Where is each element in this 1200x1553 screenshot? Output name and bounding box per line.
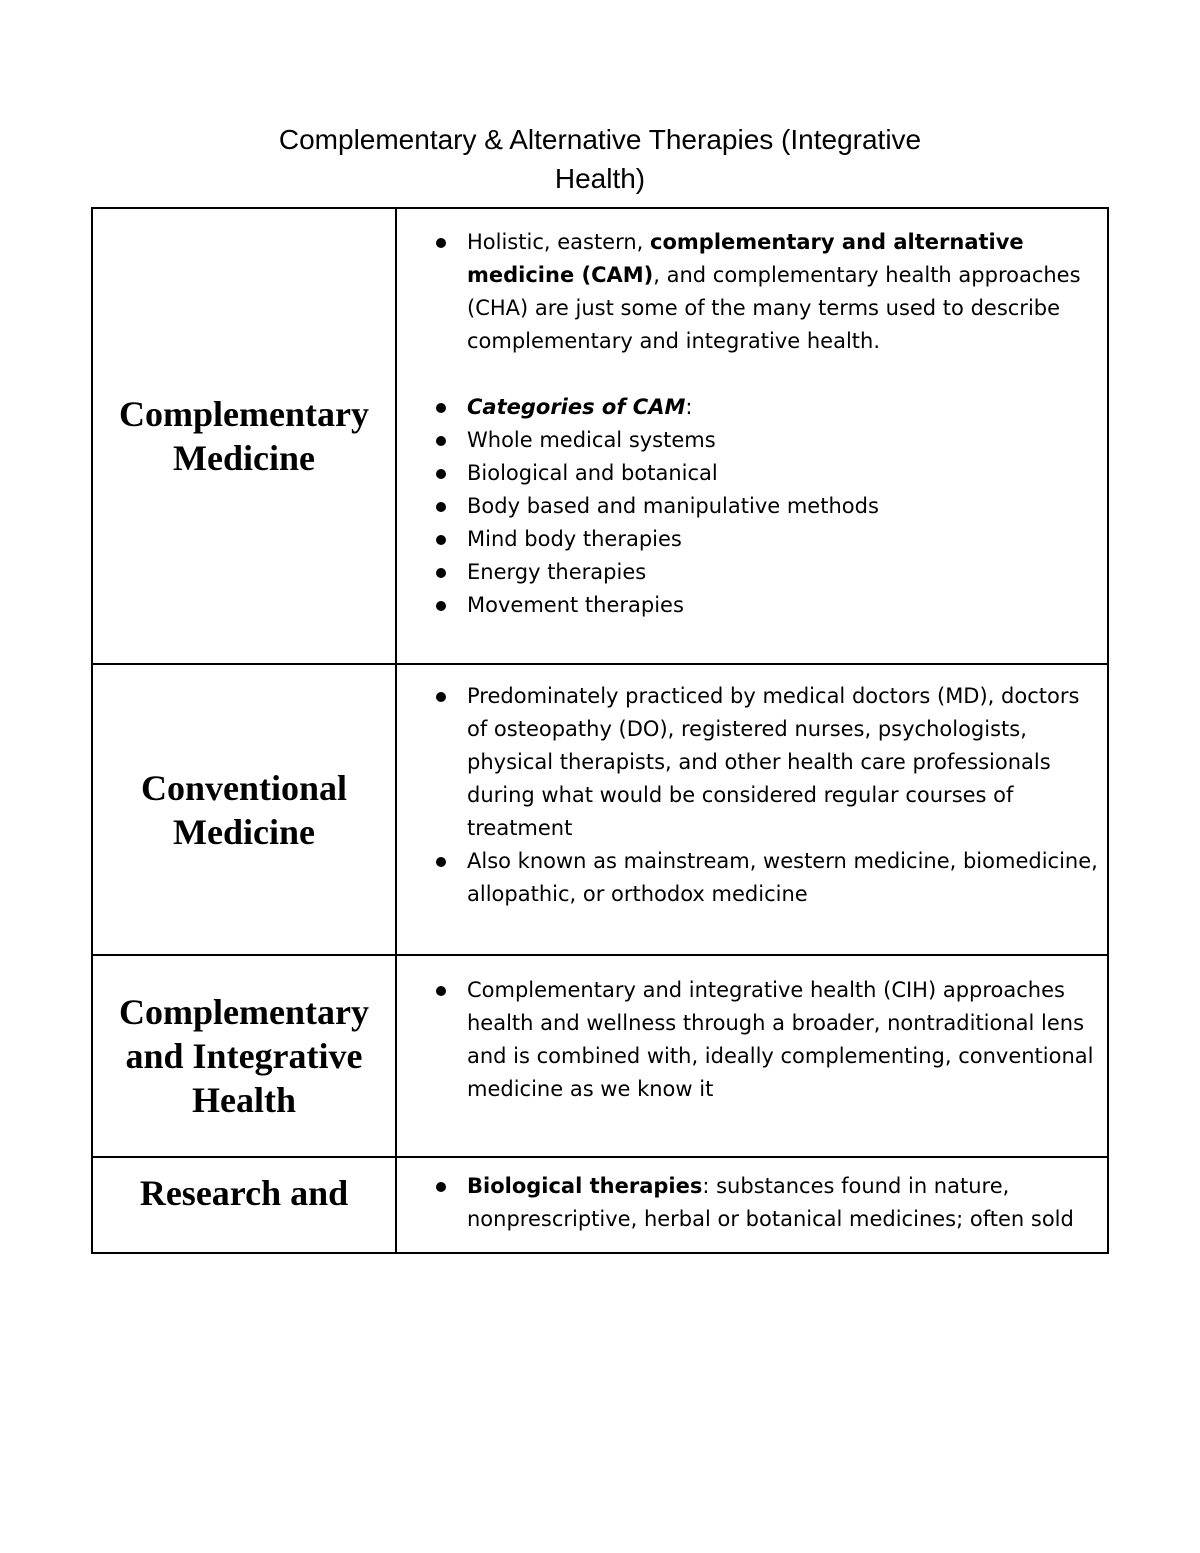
term-cell [92,208,396,664]
bullet-list [397,226,1107,622]
bullet-item [467,589,1103,622]
table-row-complementary-integrative-health [92,955,1108,1157]
bullet-list [397,680,1107,911]
term-line: Health [192,1080,296,1120]
table-row-conventional-medicine [92,664,1108,955]
bullet-text: Whole medical systems [467,428,716,452]
term-line: Complementary [119,394,369,434]
term-cell [92,664,396,955]
bullet-item [467,680,1103,845]
bullet-text: Movement therapies [467,593,684,617]
bullet-item [467,391,1103,424]
bullet-item [467,1170,1103,1236]
bullet-icon [436,436,446,446]
bullet-item [467,523,1103,556]
term-line: Medicine [173,811,315,852]
term-line: and Integrative [125,1036,363,1076]
bullet-icon [436,502,446,512]
description-cell [396,955,1108,1157]
bullet-icon [436,238,446,248]
description-cell [396,664,1108,955]
bullet-icon [436,403,446,413]
term-cell [92,1157,396,1253]
bullet-bold-text: Biological therapies [467,1174,703,1198]
bullet-icon [436,857,446,867]
description-cell [396,1157,1108,1253]
bullet-bold-text: complementary and alternative medicine (CAM) [467,230,1024,287]
bullet-text: : [685,395,693,419]
bullet-text: Also known as mainstream, western medicine, biomedicine, allopathic, or orthodox medicine [467,849,1098,906]
bullet-icon [436,469,446,479]
bullet-bold-italic-text: Categories of CAM [467,395,686,419]
bullet-text: Energy therapies [467,560,647,584]
bullet-item [467,457,1103,490]
bullet-icon [436,986,446,996]
bullet-icon [436,692,446,702]
bullet-item [467,974,1103,1106]
page-title-line-2: Health) [554,163,646,194]
bullet-item [467,556,1103,589]
bullet-text: Predominately practiced by medical doctors (MD), doctors of osteopathy (DO), registered nurses, psychologists, physical therapists, and other health care professionals during what would be considered regular courses of treatment [467,684,1080,840]
bullet-text: Biological and botanical [467,461,718,485]
bullet-text: Complementary and integrative health (CIH) approaches health and wellness through a broader, nontraditional lens and is combined with, ideally complementing, conventional medicine as we know it [467,978,1094,1101]
bullet-text: Body based and manipulative methods [467,494,879,518]
bullet-spacer [467,358,1103,391]
term-cell [92,955,396,1157]
bullet-text: , and complementary health approaches (CHA) are just some of the many terms used to describe complementary and integrative health. [467,263,1081,353]
page-title-line-1: Complementary & Alternative Therapies (Integrative [278,124,922,155]
bullet-icon [436,568,446,578]
table-row-complementary-medicine [92,208,1108,664]
bullet-list [397,974,1107,1106]
bullet-icon [436,535,446,545]
description-cell [396,208,1108,664]
bullet-text: Mind body therapies [467,527,682,551]
bullet-item [467,424,1103,457]
bullet-item [467,226,1103,358]
term-line: Medicine [173,438,315,478]
term-line: Complementary [119,992,369,1032]
term-line: Research and [139,1173,349,1213]
bullet-text: Holistic, eastern, [467,230,651,254]
bullet-item [467,845,1103,911]
term-line: Conventional [140,767,348,808]
bullet-item [467,490,1103,523]
notes-table [91,207,1109,1254]
page-title [150,120,1050,198]
bullet-list [397,1170,1107,1236]
bullet-text: : substances found in nature, nonprescriptive, herbal or botanical medicines; often sold [467,1174,1074,1231]
bullet-icon [436,1182,446,1192]
table-row-research [92,1157,1108,1253]
bullet-icon [436,601,446,611]
